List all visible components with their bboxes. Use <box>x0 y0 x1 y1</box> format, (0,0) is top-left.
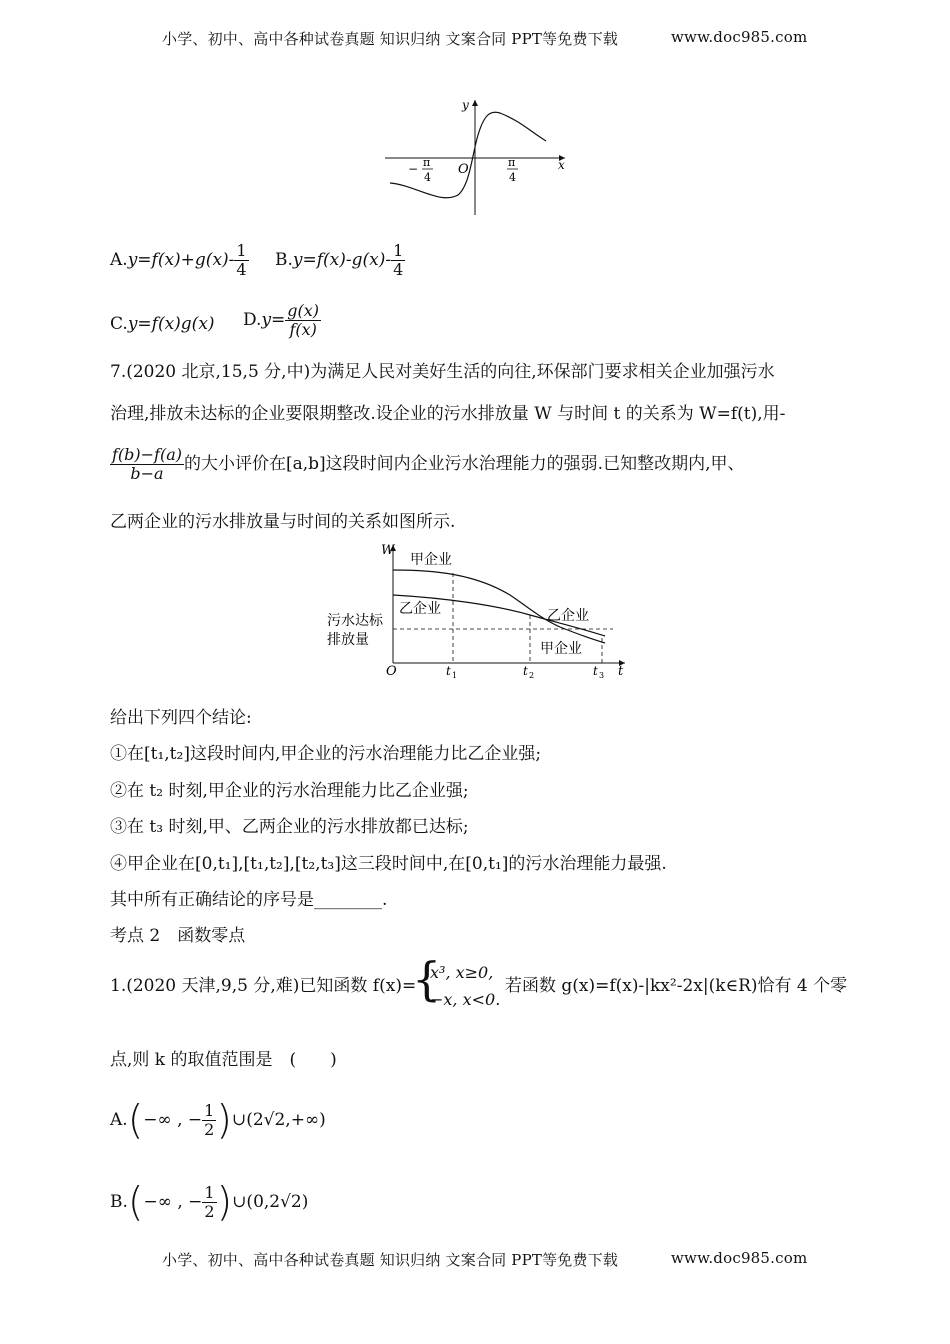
q7-line3 <box>110 446 745 483</box>
yi-label-left: 乙企业 <box>399 601 441 617</box>
neg-tick-den: 4 <box>424 171 431 184</box>
t-axis-label: t <box>618 664 624 679</box>
q1-case1: x³, x≥0, <box>430 963 494 982</box>
q1-option-a <box>110 1098 326 1142</box>
w-axis-label: W <box>381 543 395 558</box>
q1-option-a-num: 1 <box>204 1101 215 1120</box>
q1-option-b-tail: ∪(0,2√2) <box>232 1192 309 1212</box>
option-b-num: 1 <box>393 241 404 260</box>
q1-option-b-fraction <box>202 1184 216 1221</box>
y-axis-label: y <box>462 98 469 112</box>
function-curve <box>390 112 546 198</box>
q1-option-a-fraction <box>202 1102 216 1139</box>
section-title: 考点 2 函数零点 <box>110 926 246 946</box>
t3-label: t <box>593 664 598 678</box>
conclusion-4: ④甲企业在[0,t₁],[t₁,t₂],[t₂,t₃]这三段时间中,在[0,t₁]的污水治理能力最强. <box>110 854 667 874</box>
q1-line2: 点,则 k 的取值范围是 ( ) <box>110 1050 337 1070</box>
standard-label-2: 排放量 <box>327 632 369 648</box>
page-header-left: 小学、初中、高中各种试卷真题 知识归纳 文案合同 PPT等免费下载 <box>162 30 619 48</box>
pollution-graph <box>325 540 635 680</box>
conclusions-intro: 给出下列四个结论: <box>110 708 252 728</box>
t1-label: t <box>446 664 451 678</box>
conclusion-1: ①在[t₁,t₂]这段时间内,甲企业的污水治理能力比乙企业强; <box>110 744 542 764</box>
page-footer-left: 小学、初中、高中各种试卷真题 知识归纳 文案合同 PPT等免费下载 <box>162 1251 619 1269</box>
x-axis-label: x <box>558 158 565 172</box>
option-a <box>110 242 249 279</box>
jia-label-top: 甲企业 <box>410 552 452 568</box>
yi-label-right: 乙企业 <box>547 608 589 624</box>
t2-sub: 2 <box>529 671 535 680</box>
option-a-label: A. <box>110 250 128 270</box>
option-d-num: g(x) <box>287 301 320 320</box>
q1-brace: { <box>412 952 442 1006</box>
option-d-den: f(x) <box>289 320 317 339</box>
q1-prefix: 1.(2020 天津,9,5 分,难)已知函数 f(x)= <box>110 976 417 996</box>
q7-line1: 7.(2020 北京,15,5 分,中)为满足人民对美好生活的向往,环保部门要求相关企业加强污水 <box>110 362 775 382</box>
option-a-den: 4 <box>236 260 247 279</box>
option-b-expr: y=f(x)-g(x)- <box>292 250 392 270</box>
q1-option-b <box>110 1180 308 1224</box>
pos-tick-den: 4 <box>509 171 516 184</box>
q1-case2: −x, x<0. <box>430 990 501 1009</box>
conclusion-2: ②在 t₂ 时刻,甲企业的污水治理能力比乙企业强; <box>110 781 469 801</box>
q1-suffix: 若函数 g(x)=f(x)-|kx²-2x|(k∈R)恰有 4 个零 <box>505 976 848 996</box>
q1-option-b-label: B. <box>110 1192 128 1212</box>
t2-label: t <box>523 664 528 678</box>
q1-option-b-den: 2 <box>204 1202 215 1221</box>
option-a-expr: y=f(x)+g(x)- <box>127 250 235 270</box>
q1-option-b-lparen: ( <box>127 1179 144 1226</box>
conclusions-question: 其中所有正确结论的序号是________. <box>110 890 388 910</box>
pos-tick-num: π <box>508 156 516 169</box>
option-d-label: D. <box>243 310 262 330</box>
q7-frac-num: f(b)−f(a) <box>112 445 182 464</box>
jia-label-bottom: 甲企业 <box>540 641 582 657</box>
option-c-label: C. <box>110 314 128 334</box>
page-footer-url: www.doc985.com <box>671 1249 808 1267</box>
q1-option-a-label: A. <box>110 1110 128 1130</box>
q1-option-a-rparen: ) <box>216 1097 232 1144</box>
neg-tick-sign: − <box>408 162 419 176</box>
option-a-fraction <box>234 242 248 279</box>
t1-sub: 1 <box>452 671 458 680</box>
origin-label: O <box>458 162 469 177</box>
q7-line3-text: 的大小评价在[a,b]这段时间内企业污水治理能力的强弱.已知整改期内,甲、 <box>184 454 745 474</box>
q1-option-b-inner: −∞ , − <box>143 1192 203 1212</box>
q1-option-a-tail: ∪(2√2,+∞) <box>231 1110 326 1130</box>
option-d-fraction <box>285 302 321 339</box>
conclusion-3: ③在 t₃ 时刻,甲、乙两企业的污水排放都已达标; <box>110 817 469 837</box>
q7-line2: 治理,排放未达标的企业要限期整改.设企业的污水排放量 W 与时间 t 的关系为 W=f(t),用- <box>110 404 786 424</box>
standard-label-1: 污水达标 <box>327 613 383 629</box>
option-c-expr: y=f(x)g(x) <box>127 314 215 334</box>
origin-label: O <box>386 664 397 679</box>
q1-option-b-rparen: ) <box>216 1179 233 1226</box>
option-b-label: B. <box>275 250 293 270</box>
t3-sub: 3 <box>599 671 605 680</box>
option-d-expr: y= <box>261 310 286 330</box>
option-c <box>110 312 215 336</box>
neg-tick-num: π <box>423 156 431 169</box>
y-axis-arrow <box>472 100 478 106</box>
q1-option-b-num: 1 <box>204 1183 215 1202</box>
q1-option-a-inner: −∞ , − <box>143 1110 203 1130</box>
function-graph <box>380 95 570 220</box>
q1-option-a-den: 2 <box>204 1120 215 1139</box>
option-d <box>243 302 321 339</box>
option-a-num: 1 <box>236 241 247 260</box>
q7-fraction <box>110 446 184 483</box>
q7-frac-den: b−a <box>130 464 164 483</box>
option-b-fraction <box>391 242 405 279</box>
page-header-url: www.doc985.com <box>671 28 808 46</box>
option-b-den: 4 <box>393 260 404 279</box>
q1-option-a-lparen: ( <box>127 1097 144 1144</box>
option-b <box>275 242 405 279</box>
q7-line4: 乙两企业的污水排放量与时间的关系如图所示. <box>110 512 456 532</box>
